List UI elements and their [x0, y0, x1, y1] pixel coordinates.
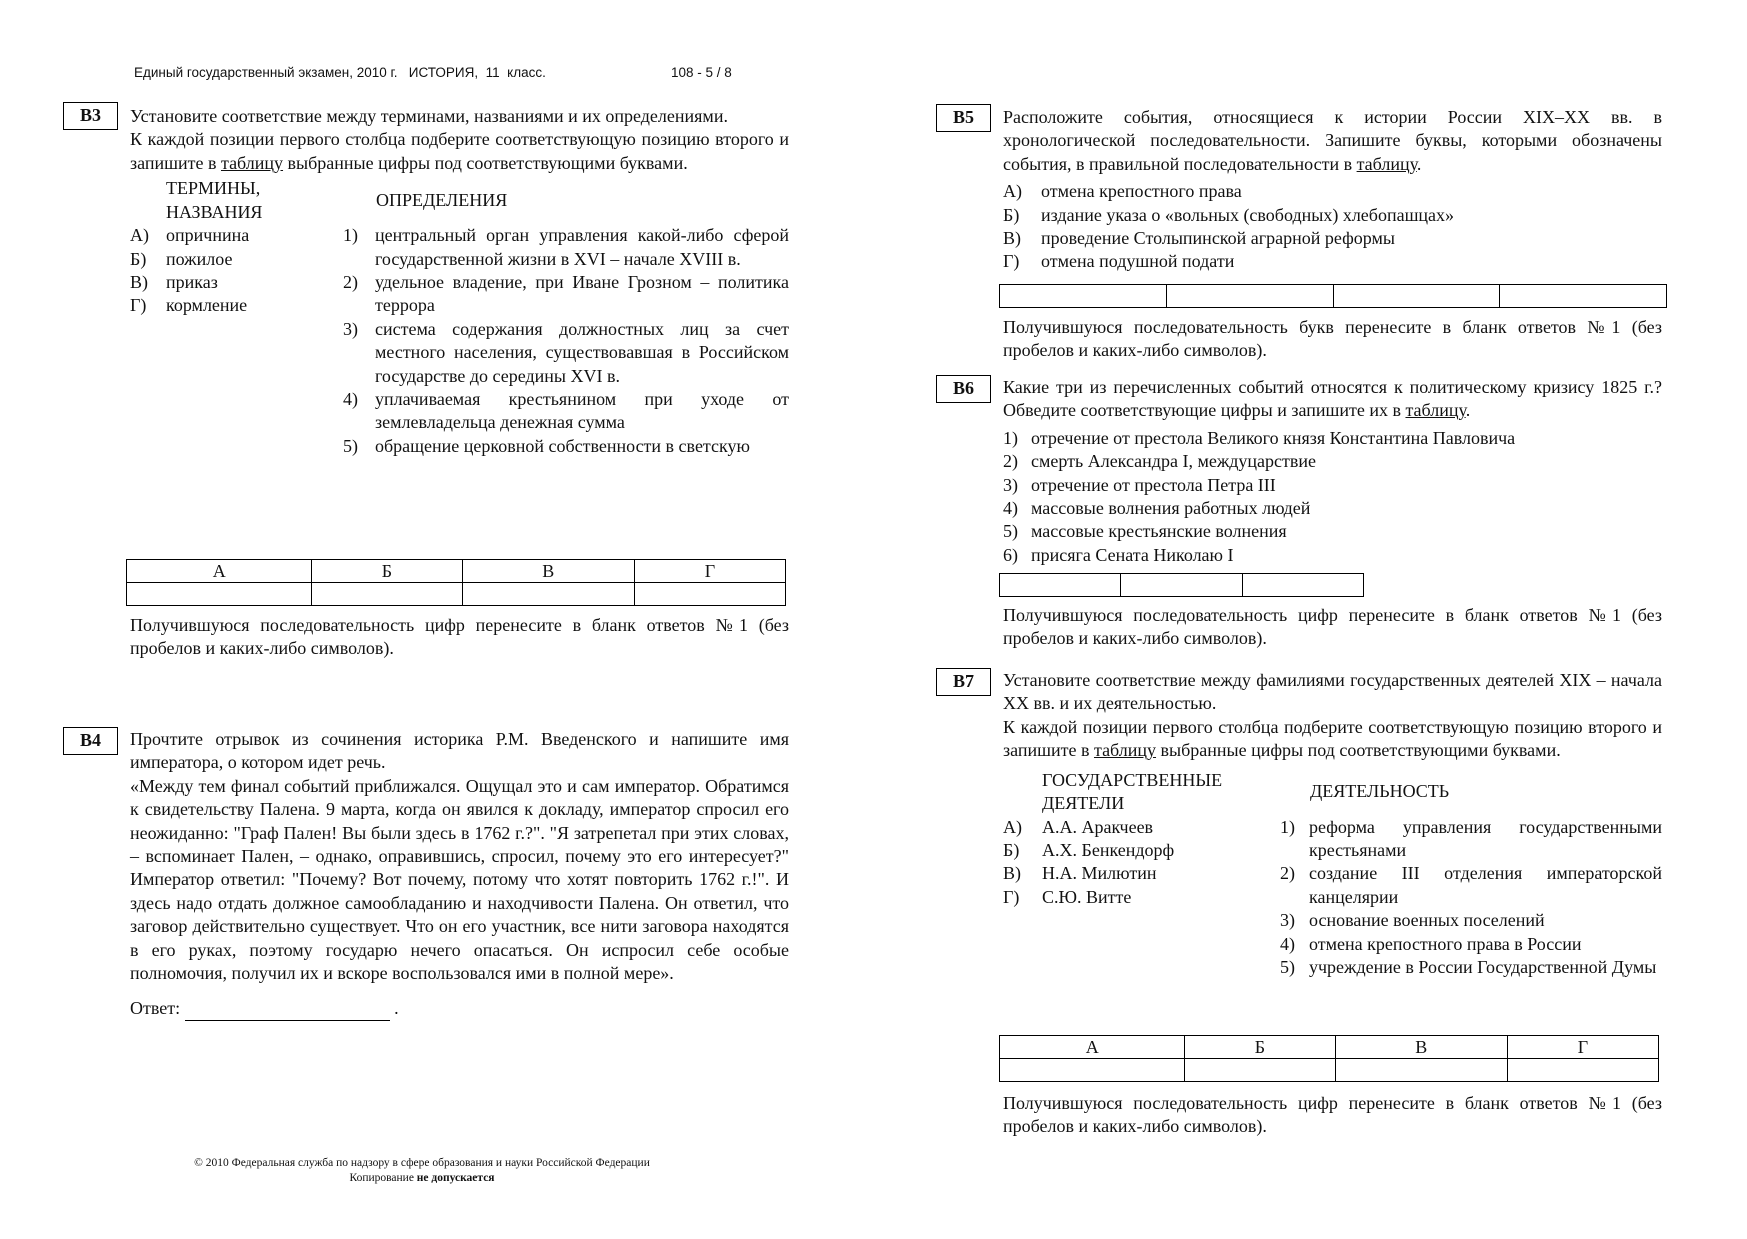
activity-item — [1280, 933, 1662, 956]
answer-cell[interactable] — [1185, 1059, 1335, 1082]
item-marker: В) — [1003, 228, 1021, 249]
item-marker: 5) — [1280, 957, 1295, 978]
answer-cell[interactable] — [312, 583, 462, 606]
question-b5 — [1003, 106, 1662, 274]
activity-item — [1280, 909, 1662, 932]
item-text: отмена крепостного права в России — [1309, 933, 1582, 954]
col-header: А — [127, 560, 312, 583]
event-item — [1003, 520, 1662, 543]
event-item — [1003, 497, 1662, 520]
b5-events-list — [1003, 180, 1662, 274]
answer-cell[interactable] — [1500, 285, 1667, 308]
answer-field[interactable] — [185, 1003, 390, 1021]
activity-item — [1280, 816, 1662, 863]
page-header: Единый государственный экзамен, 2010 г. ИСТОРИЯ, 11 класс. — [134, 65, 546, 80]
b3-answer-table — [126, 559, 786, 606]
text: Какие три из перечисленных событий относятся к политическому кризису 1825 г.? Обведите соответствующие цифры и запишите их в — [1003, 377, 1662, 421]
item-text: присяга Сената Николаю I — [1031, 544, 1234, 565]
event-item — [1003, 250, 1662, 273]
b3-instruction-2 — [130, 128, 789, 175]
text: не допускается — [416, 1172, 495, 1184]
question-label-b5: В5 — [936, 104, 991, 132]
text: выбранные цифры под соответствующими буквами. — [283, 152, 688, 173]
item-marker: Б) — [130, 248, 147, 269]
item-text: отмена подушной подати — [1041, 251, 1235, 272]
col-header: В — [462, 560, 634, 583]
table-link: таблицу — [220, 152, 284, 173]
item-marker: 1) — [1280, 816, 1295, 837]
text: К каждой позиции первого столбца подберите соответствующую позицию второго и запишите в — [1003, 716, 1662, 761]
answer-cell[interactable] — [1507, 1059, 1658, 1082]
person-item — [1003, 862, 1263, 885]
table-link: таблицу — [1356, 153, 1417, 174]
answer-cell[interactable] — [1166, 285, 1333, 308]
item-marker: 5) — [1003, 521, 1018, 542]
answer-cell[interactable] — [1000, 285, 1167, 308]
item-text: отречение от престола Петра III — [1031, 474, 1276, 495]
activity-item — [1280, 862, 1662, 909]
answer-cell[interactable] — [127, 583, 312, 606]
event-item — [1003, 544, 1662, 567]
term-item — [130, 294, 330, 317]
answer-cell[interactable] — [1333, 285, 1500, 308]
event-item — [1003, 180, 1662, 203]
b7-column-header-activities: ДЕЯТЕЛЬНОСТЬ — [1310, 780, 1450, 801]
item-marker: 4) — [343, 389, 358, 410]
page-number: 108 - 5 / 8 — [671, 65, 732, 80]
question-b4 — [130, 728, 789, 1021]
answer-cell[interactable] — [1121, 574, 1242, 597]
item-text: создание III отделения императорской канцелярии — [1309, 863, 1662, 907]
definition-item — [343, 318, 789, 388]
event-item — [1003, 427, 1662, 450]
item-marker: А) — [1003, 181, 1022, 202]
answer-cell[interactable] — [1000, 574, 1121, 597]
b7-instruction: Установите соответствие между фамилиями государственных деятелей XIX – начала XX вв. и их деятельностью. — [1003, 670, 1662, 714]
b3-column-header-terms: ТЕРМИНЫ, НАЗВАНИЯ — [166, 178, 263, 222]
item-text: массовые крестьянские волнения — [1031, 521, 1287, 542]
b7-note: Получившуюся последовательность цифр перенесите в бланк ответов №1 (без пробелов и каких-либо символов). — [1003, 1093, 1662, 1137]
b3-note: Получившуюся последовательность цифр перенесите в бланк ответов №1 (без пробелов и каких-либо символов). — [130, 615, 789, 659]
item-marker: 3) — [1003, 474, 1018, 495]
b6-events-list — [1003, 427, 1662, 567]
term-item — [130, 248, 330, 271]
question-label-b4: В4 — [63, 727, 118, 755]
b4-answer-row: Ответ: . — [130, 997, 789, 1020]
item-marker: В) — [1003, 863, 1021, 884]
item-text: проведение Столыпинской аграрной реформы — [1041, 228, 1395, 249]
item-marker: 3) — [343, 318, 358, 339]
text: выбранные цифры под соответствующими буквами. — [1156, 740, 1561, 761]
b3-terms-list — [130, 224, 330, 318]
item-text: опричнина — [166, 225, 250, 246]
item-marker: 3) — [1280, 910, 1295, 931]
event-item — [1003, 450, 1662, 473]
text: Расположите события, относящиеся к истории России XIX–XX вв. в хронологической последовательности. Запишите буквы, которыми обозначены события, в правильной последовательности в — [1003, 107, 1662, 174]
b7-answer-table — [999, 1035, 1659, 1082]
item-marker: 1) — [343, 225, 358, 246]
definition-item — [343, 271, 789, 318]
event-item — [1003, 204, 1662, 227]
b6-instruction — [1003, 376, 1662, 423]
item-marker: 6) — [1003, 544, 1018, 565]
definition-item — [343, 388, 789, 435]
question-label-b3: В3 — [63, 102, 118, 130]
item-text: учреждение в России Государственной Думы — [1309, 957, 1657, 978]
footer — [122, 1156, 722, 1186]
item-marker: 4) — [1280, 933, 1295, 954]
item-marker: Г) — [1003, 251, 1020, 272]
definition-item — [343, 435, 789, 458]
text: Копирование — [349, 1172, 417, 1184]
text: . — [1465, 400, 1471, 421]
item-text: кормление — [166, 295, 248, 316]
item-text: реформа управления государственными крестьянами — [1309, 816, 1662, 861]
item-text: издание указа о «вольных (свободных) хлебопашцах» — [1041, 204, 1455, 225]
item-marker: 5) — [343, 435, 358, 456]
item-text: центральный орган управления какой-либо сферой государственной жизни в XVI – начале XVIII в. — [375, 225, 789, 269]
b5-note: Получившуюся последовательность букв перенесите в бланк ответов №1 (без пробелов и каких-либо символов). — [1003, 317, 1662, 361]
answer-cell[interactable] — [1242, 574, 1363, 597]
item-text: пожилое — [166, 248, 233, 269]
item-marker: Г) — [130, 295, 147, 316]
item-text: А.А. Аракчеев — [1042, 816, 1154, 837]
person-item — [1003, 839, 1263, 862]
item-text: удельное владение, при Иване Грозном – политика террора — [375, 272, 789, 316]
item-text: А.Х. Бенкендорф — [1042, 840, 1175, 861]
b4-instruction: Прочтите отрывок из сочинения историка Р.М. Введенского и напишите имя императора, о котором идет речь. — [130, 729, 789, 773]
item-marker: Б) — [1003, 204, 1020, 225]
question-label-b7: В7 — [936, 668, 991, 696]
b3-column-header-definitions: ОПРЕДЕЛЕНИЯ — [376, 190, 508, 211]
person-item — [1003, 886, 1263, 909]
answer-cell[interactable] — [1335, 1059, 1507, 1082]
col-header: Б — [312, 560, 462, 583]
b6-note: Получившуюся последовательность цифр перенесите в бланк ответов №1 (без пробелов и каких-либо символов). — [1003, 605, 1662, 649]
item-text: отмена крепостного права — [1041, 181, 1242, 202]
b3-instruction: Установите соответствие между терминами, названиями и их определениями. — [130, 106, 728, 126]
person-item — [1003, 816, 1263, 839]
item-text: Н.А. Милютин — [1042, 863, 1157, 884]
b3-definitions-list — [343, 224, 789, 458]
question-label-b6: В6 — [936, 375, 991, 403]
item-text: отречение от престола Великого князя Константина Павловича — [1031, 427, 1516, 448]
item-text: приказ — [166, 272, 218, 293]
col-header: А — [1000, 1036, 1185, 1059]
item-text: смерть Александра I, междуцарствие — [1031, 451, 1317, 472]
col-header: В — [1335, 1036, 1507, 1059]
col-header: Г — [1507, 1036, 1658, 1059]
b5-answer-table — [999, 284, 1667, 308]
copyright: © 2010 Федеральная служба по надзору в сфере образования и науки Российской Федерации — [194, 1157, 650, 1169]
item-marker: А) — [1003, 816, 1022, 837]
answer-cell[interactable] — [462, 583, 634, 606]
item-text: С.Ю. Витте — [1042, 886, 1132, 907]
item-marker: 2) — [1280, 863, 1295, 884]
item-marker: 1) — [1003, 427, 1018, 448]
question-b3 — [130, 105, 789, 507]
activity-item — [1280, 956, 1662, 979]
col-header: Г — [634, 560, 785, 583]
b7-activities-list — [1280, 816, 1662, 980]
term-item — [130, 224, 330, 247]
b7-column-header-persons: ГОСУДАРСТВЕННЫЕ ДЕЯТЕЛИ — [1042, 769, 1223, 814]
b6-answer-table — [999, 573, 1364, 597]
b5-instruction — [1003, 106, 1662, 176]
answer-cell[interactable] — [1000, 1059, 1185, 1082]
b4-quote: «Между тем финал событий приближался. Ощущал это и сам император. Обратимся к свидетельству Палена. 9 марта, когда он явился к докладу, император спросил его неожиданно: "Граф Пален! Вы были здесь в 1762 г.?". "Я затрепетал при этих словах, – вспоминает Пален, – однако, оправившись, спросил, почему это его интересует?" Император ответил: "Почему? Вот почему, потому что хотят повторить 1762 г.!". И здесь надо отдать должное самообладанию и находчивости Палена. Он ответил, что заговор действительно существует. Что он его участник, все нити заговора находятся в его руках, поэтому государю нечего опасаться. Он испросил себе особые полномочия, получил их и вскоре воспользовался ими в полной мере». — [130, 775, 789, 984]
table-link: таблицу — [1093, 740, 1157, 761]
question-b7 — [1003, 669, 1662, 1019]
copy-notice — [122, 1171, 722, 1186]
text: . — [1416, 153, 1422, 174]
question-b6 — [1003, 376, 1662, 567]
item-marker: Г) — [1003, 886, 1020, 907]
text: К каждой позиции первого столбца подберите соответствующую позицию второго и запишите в — [130, 129, 789, 173]
item-marker: В) — [130, 272, 148, 293]
b7-persons-list — [1003, 816, 1263, 910]
item-marker: 2) — [343, 272, 358, 293]
item-marker: 2) — [1003, 451, 1018, 472]
item-text: уплачиваемая крестьянином при уходе от землевладельца денежная сумма — [375, 389, 789, 433]
item-text: обращение церковной собственности в светскую — [375, 435, 750, 456]
item-text: массовые волнения работных людей — [1031, 498, 1311, 519]
definition-item — [343, 224, 789, 271]
col-header: Б — [1185, 1036, 1335, 1059]
answer-cell[interactable] — [634, 583, 785, 606]
event-item — [1003, 474, 1662, 497]
item-text: основание военных поселений — [1309, 910, 1545, 931]
term-item — [130, 271, 330, 294]
b7-instruction-2 — [1003, 716, 1662, 763]
event-item — [1003, 227, 1662, 250]
table-link: таблицу — [1405, 400, 1466, 421]
answer-label: Ответ: — [130, 998, 181, 1019]
item-text: система содержания должностных лиц за счет местного населения, существовавшая в Российском государстве до середины XVI в. — [375, 318, 789, 386]
item-marker: 4) — [1003, 498, 1018, 519]
item-marker: Б) — [1003, 840, 1020, 861]
item-marker: А) — [130, 225, 149, 246]
